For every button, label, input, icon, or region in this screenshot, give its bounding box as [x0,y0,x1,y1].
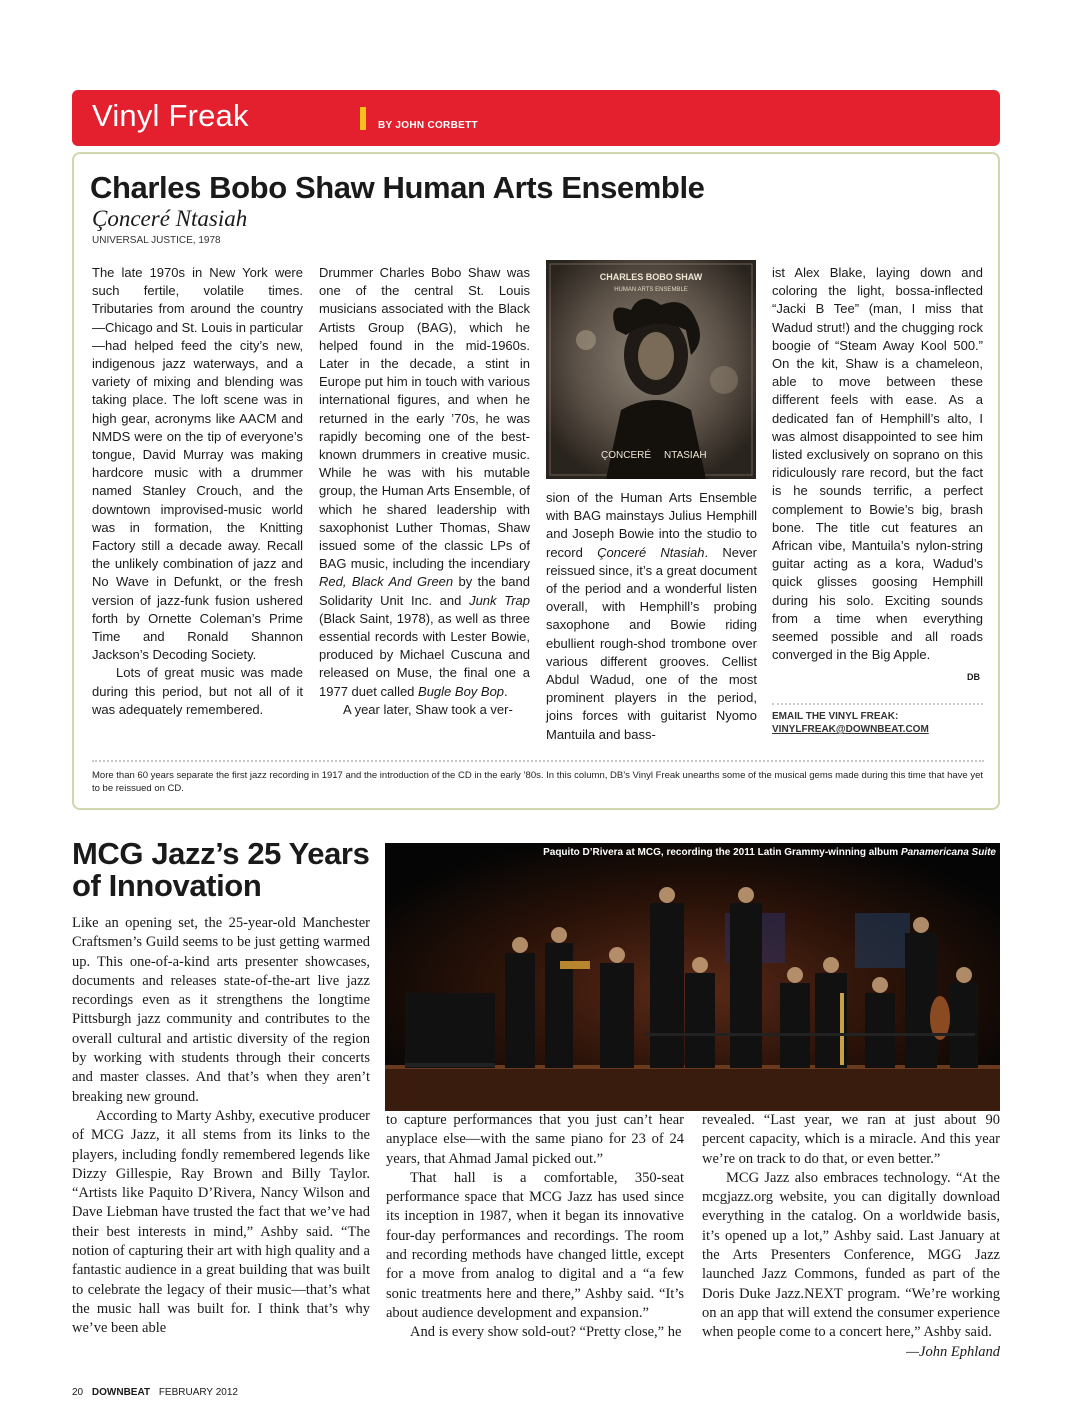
page-folio [72,1387,238,1398]
email-label: EMAIL THE VINYL FREAK: [772,711,899,722]
vf-column-2 [319,264,530,719]
svg-text:NTASIAH: NTASIAH [664,450,707,461]
magazine-name: DOWNBEAT [91,1387,151,1398]
article-paragraph: to capture performances that you just can’t hear anyplace else—with the same piano for 23 of 24 years, that Ahmad Jamal picked out.” [386,1112,684,1167]
svg-text:ÇONCERÉ: ÇONCERÉ [601,450,652,461]
photo-caption: Paquito D’Rivera at MCG, recording the 2011 Latin Grammy-winning album Panamericana Suite [543,847,996,858]
mcg-column-2 [386,1111,684,1343]
section-title: Vinyl Freak [92,98,249,133]
article-paragraph: And is every show sold-out? “Pretty close,” he [410,1324,682,1341]
vf-paragraph: sion of the Human Arts Ensemble with BAG mainstays Julius Hemphill and Joseph Bowie into the studio to record Çonceré Ntasiah. Never reissued since, it’s a great document of the period and a wonderful listen overall, with Hemphill’s probing saxophone and Bowie riding ebullient rough-shod trombone over various different grooves. Cellist Abdul Wadud, one of the most prominent players in the period, joins forces with guitarist Nyomo Mantuila and bass- [546,490,757,742]
email-link[interactable]: VINYLFREAK@DOWNBEAT.COM [772,724,929,735]
svg-text:CHARLES BOBO SHAW: CHARLES BOBO SHAW [599,272,703,282]
vf-column-3 [546,489,757,744]
svg-text:HUMAN ARTS ENSEMBLE: HUMAN ARTS ENSEMBLE [614,287,688,293]
vinyl-freak-box [72,152,1000,810]
issue-date: FEBRUARY 2012 [158,1387,238,1398]
vf-column-4 [772,264,983,664]
vf-paragraph: Drummer Charles Bobo Shaw was one of the central St. Louis musicians associated with the Black Artists Group (BAG), which he helped found in the mid-1960s. Later in the decade, a stint in Europe put him in touch with various international figures, and when he returned in the early ’70s, he was rapidly becoming one of the best-known drummers in creative music. While he was with his mutable group, the Human Arts Ensemble, of which he shared leadership with saxophonist Luther Thomas, Shaw issued some of the classic LPs of BAG music, including the incendiary Red, Black And Green by the band Solidarity Unit Inc. and Junk Trap (Black Saint, 1978), as well as three essential records with Lester Bowie, produced by Michael Cuscuna and released on Muse, the final one a 1977 duet called Bugle Boy Bop. [319,265,530,699]
article-paragraph: revealed. “Last year, we ran at just about 90 percent capacity, which is a miracle. And this year we’re on track to do that, or even better.” [702,1112,1000,1167]
album-cover-image [546,260,756,479]
banner-divider [360,107,366,130]
mcg-column-1 [72,914,370,1339]
vf-paragraph: A year later, Shaw took a ver- [343,701,513,717]
column-footnote: More than 60 years separate the first jazz recording in 1917 and the introduction of the CD in the early ’80s. In this column, DB’s Vinyl Freak unearths some of the musical gems made during this time that have yet to be reissued on CD. [92,770,983,794]
article-paragraph: That hall is a comfortable, 350-seat performance space that MCG Jazz has used since its inception in 1987, when it began its innovative four-day performances and recordings. The room and recording methods have changed little, except for a move from analog to digital and a “a few sonic treatments here and there,” Ashby said. “It’s about audience development and expansion.” [386,1169,684,1321]
vf-paragraph: The late 1970s in New York were such fertile, volatile times. Tributaries from around the country—Chicago and St. Louis in particular—had helped feed the city’s new, indigenous jazz waterways, and a variety of mixing and blending was taking place. The loft scene was in high gear, acronyms like AACM and NMDS were on the tip of everyone’s tongue, David Murray was making hardcore music with a drummer named Stanley Crouch, and the downtown improvised-music world was in formation, the Knitting Factory still a decade away. Recall the unlikely combination of jazz and No Wave in Defunkt, or the fresh version of jazz-funk fusion ushered forth by Ornette Coleman’s Prime Time and Ronald Shannon Jackson’s Decoding Society. [92,265,304,663]
dotted-rule [92,760,984,762]
album-label-year: UNIVERSAL JUSTICE, 1978 [92,235,221,246]
article-paragraph: MCG Jazz also embraces technology. “At the mcgjazz.org website, you can digitally download everything in the catalog. On a worldwide basis, it’s opened up a lot,” Ashby said. Last January at the Arts Presenters Conference, MGG Jazz launched Jazz Commons, funded as part of the Doris Duke Jazz.NEXT program. “We’re working on an app that will extend the consumer experience when people come to a concert here,” Ashby said. —John Ephland [702,1169,1000,1343]
dotted-rule [772,703,983,705]
author-signoff: —John Ephland [906,1343,1000,1360]
album-title: Çonceré Ntasiah [92,206,248,231]
byline: BY JOHN CORBETT [378,120,478,131]
section-banner [72,90,1000,146]
db-end-mark: DB [967,672,980,682]
article-paragraph: According to Marty Ashby, executive producer of MCG Jazz, it all stems from its links to the players, including fondly remembered legends like Dizzy Gillespie, Ray Brown and Billy Taylor. “Artists like Paquito D’Rivera, Nancy Wilson and Dave Liebman have trusted the fact that we’ve had their best interests in mind,” Ashby said. “The notion of capturing their art with high quality and a fantastic audience in a great building that was built to celebrate the legacy of their music—that’s what the music hall was built for. I think that’s why we’ve been able [72,1107,370,1337]
album-artist: Charles Bobo Shaw Human Arts Ensemble [90,170,705,205]
mcg-column-3 [702,1111,1000,1362]
article-headline: MCG Jazz’s 25 Years of Innovation [72,836,370,903]
concert-photo [385,843,1000,1111]
page-number: 20 [72,1387,84,1398]
article-paragraph: Like an opening set, the 25-year-old Manchester Craftsmen’s Guild seems to be just getting warmed up. This one-of-a-kind arts presenter showcases, documents and releases state-of-the-art live jazz recordings even as it strengthens the longtime Pittsburgh jazz community and contributes to the overall cultural and artistic diversity of the region by working with students through their concerts and master classes. And that’s when they aren’t breaking new ground. [72,915,370,1105]
vf-paragraph: ist Alex Blake, laying down and coloring the light, bossa-inflected “Jacki B Tee” (man, I miss that Wadud strut!) and the chugging rock boogie of “Steam Away Kool 500.” On the kit, Shaw is a chameleon, able to move between these different feels with ease. As a dedicated fan of Hemphill’s alto, I was almost disappointed to see him listed exclusively on soprano on this ridiculously rare record, but the fact is he sounds terrific, a perfect complement to Bowie’s big, brash bone. The title cut features an African vibe, Mantuila’s nylon-string guitar acting as a kora, Wadud’s quick glisses goosing Hemphill during his solo. Exciting sounds from a time when everything seemed possible and all roads converged in the Big Apple. [772,265,983,663]
vf-paragraph: Lots of great music was made during this period, but not all of it was adequately remembered. [92,665,303,717]
vf-column-1 [92,264,303,719]
